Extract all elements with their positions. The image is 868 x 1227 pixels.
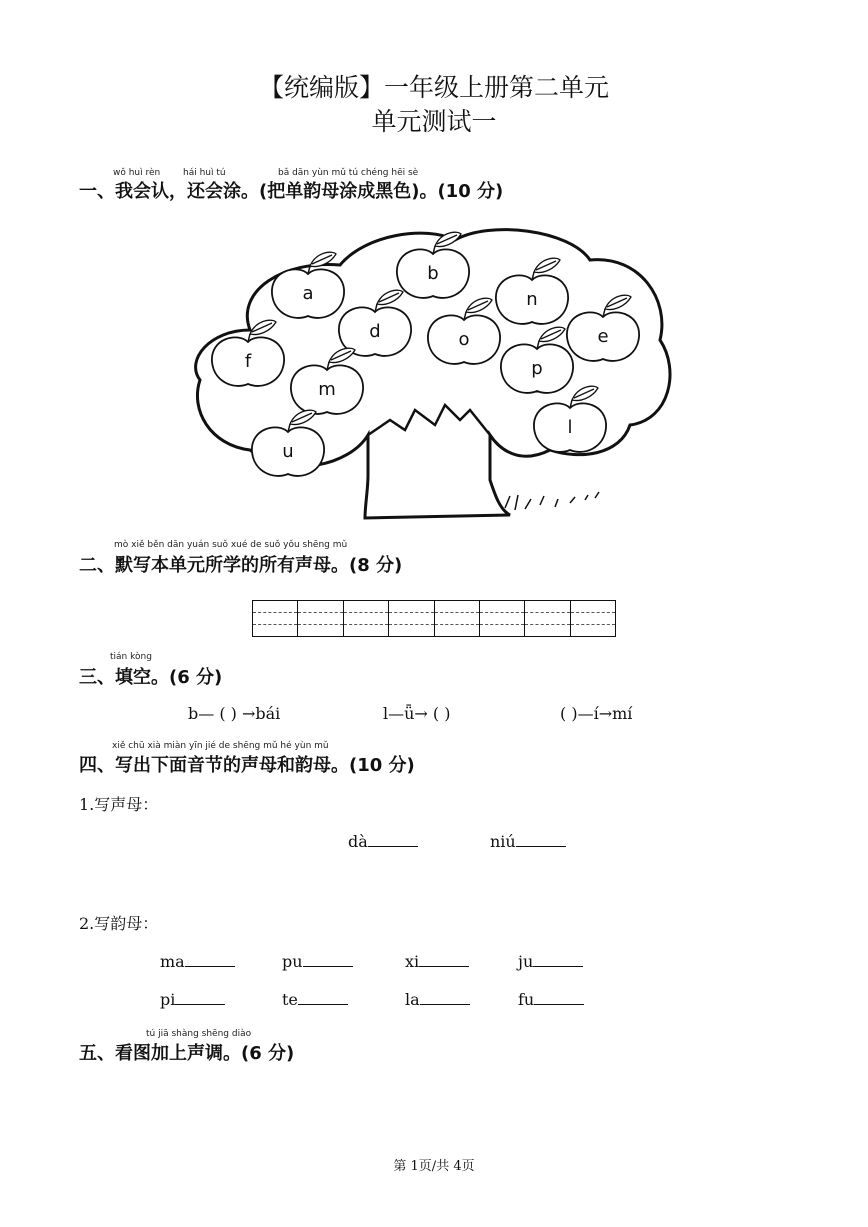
section-2-heading: 二、默写本单元所学的所有声母。(8 分): [79, 555, 403, 576]
apple-leaf: [329, 348, 355, 362]
syllable: pi: [160, 990, 176, 1009]
apple-letter: n: [526, 289, 538, 310]
apple[interactable]: [291, 348, 363, 414]
apple[interactable]: [397, 232, 469, 298]
answer-blank[interactable]: [419, 952, 469, 967]
sub-question-1: 1.写声母：: [79, 795, 159, 814]
apple-letter: o: [458, 329, 470, 350]
writing-cell[interactable]: [435, 601, 480, 636]
syllable: xi: [405, 952, 420, 971]
answer-blank[interactable]: [516, 832, 566, 847]
s4-pinyin: xiě chū xià miàn yīn jié de shēng mǔ hé yùn mǔ: [112, 741, 329, 751]
document-subtitle: 单元测试一: [371, 107, 497, 136]
writing-cell[interactable]: [344, 601, 389, 636]
answer-blank[interactable]: [420, 990, 470, 1005]
yunmu-item[interactable]: [160, 952, 235, 971]
answer-blank[interactable]: [534, 990, 584, 1005]
writing-cell[interactable]: [253, 601, 298, 636]
yunmu-item[interactable]: [282, 952, 353, 971]
syllable: fu: [518, 990, 535, 1009]
shengmu-item-2[interactable]: [490, 832, 566, 851]
s3-pinyin: tián kòng: [110, 652, 152, 662]
fill-item-3[interactable]: ( )—í→mí: [560, 704, 633, 723]
s1-pinyin-2: hái huì tú: [183, 168, 226, 178]
yunmu-item[interactable]: [405, 952, 469, 971]
apple-letter: f: [244, 351, 252, 372]
fill-item-1[interactable]: b— ( ) →bái: [188, 704, 281, 723]
writing-cell[interactable]: [525, 601, 570, 636]
apple[interactable]: [534, 386, 606, 452]
s2-pinyin: mò xiě běn dān yuán suǒ xué de suǒ yǒu shēng mǔ: [114, 540, 348, 550]
apple[interactable]: [501, 327, 573, 393]
apple-letter: m: [318, 379, 336, 400]
answer-blank[interactable]: [368, 832, 418, 847]
apple[interactable]: [252, 410, 324, 476]
apple-letter: e: [597, 326, 609, 347]
s1-pinyin-1: wǒ huì rèn: [113, 168, 161, 178]
section-3-heading: 三、填空。(6 分): [79, 667, 223, 688]
syllable: dà: [348, 832, 368, 851]
apple[interactable]: [339, 290, 411, 356]
apple-leaf: [605, 295, 631, 309]
syllable: pu: [282, 952, 303, 971]
apple-letter: d: [369, 321, 381, 342]
apple-leaf: [572, 386, 598, 400]
syllable: ju: [518, 952, 534, 971]
page-footer: 第 1页/共 4页: [393, 1159, 475, 1174]
answer-blank[interactable]: [185, 952, 235, 967]
syllable: ma: [160, 952, 185, 971]
answer-blank[interactable]: [175, 990, 225, 1005]
s1-pinyin-3: bǎ dān yùn mǔ tú chéng hēi sè: [278, 168, 419, 178]
apple[interactable]: [428, 298, 500, 364]
writing-grid: [252, 600, 616, 637]
yunmu-item[interactable]: [160, 990, 225, 1009]
yunmu-item[interactable]: [405, 990, 470, 1009]
apple-letter: b: [427, 263, 439, 284]
apple-leaf: [539, 327, 565, 341]
syllable: la: [405, 990, 420, 1009]
answer-blank[interactable]: [303, 952, 353, 967]
section-5-heading: 五、看图加上声调。(6 分): [79, 1043, 295, 1064]
apple-leaf: [250, 320, 276, 334]
apple-group: [212, 232, 639, 476]
writing-cell[interactable]: [298, 601, 343, 636]
sub-question-2: 2.写韵母：: [79, 914, 159, 933]
syllable: te: [282, 990, 298, 1009]
section-1-heading: 一、我会认，还会涂。(把单韵母涂成黑色)。(10 分): [79, 181, 504, 202]
syllable: niú: [490, 832, 516, 851]
apple[interactable]: [272, 252, 344, 318]
yunmu-item[interactable]: [518, 952, 583, 971]
apple-letter: p: [531, 358, 543, 379]
shengmu-item-1[interactable]: [348, 832, 418, 851]
apple-letter: a: [302, 283, 314, 304]
apple-leaf: [377, 290, 403, 304]
yunmu-item[interactable]: [282, 990, 348, 1009]
document-title: 【统编版】一年级上册第二单元: [258, 73, 609, 102]
answer-blank[interactable]: [298, 990, 348, 1005]
yunmu-item[interactable]: [518, 990, 584, 1009]
section-4-heading: 四、写出下面音节的声母和韵母。(10 分): [79, 755, 415, 776]
apple-letter: l: [567, 417, 573, 438]
writing-cell[interactable]: [389, 601, 434, 636]
apple-tree-illustration: [190, 220, 680, 525]
answer-blank[interactable]: [533, 952, 583, 967]
apple-leaf: [290, 410, 316, 424]
apple[interactable]: [496, 258, 568, 324]
apple-leaf: [534, 258, 560, 272]
fill-item-2[interactable]: l—ǖ→ ( ): [383, 704, 451, 723]
writing-cell[interactable]: [480, 601, 525, 636]
apple[interactable]: [567, 295, 639, 361]
writing-cell[interactable]: [571, 601, 615, 636]
s5-pinyin: tú jiā shàng shēng diào: [146, 1029, 252, 1039]
apple-letter: u: [282, 441, 294, 462]
apple-leaf: [466, 298, 492, 312]
